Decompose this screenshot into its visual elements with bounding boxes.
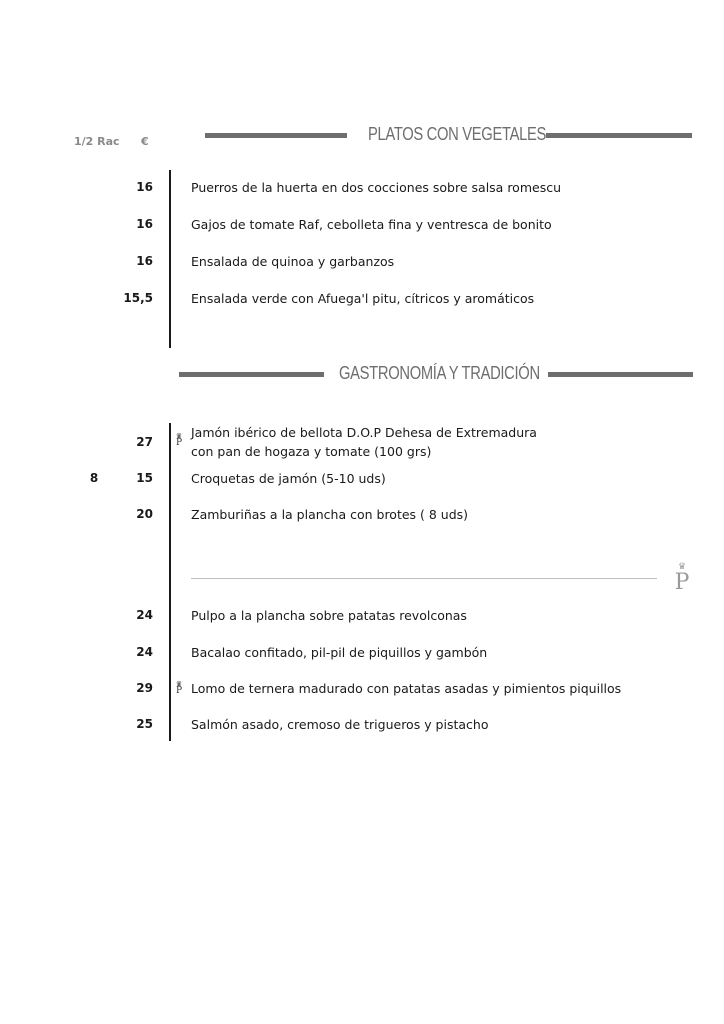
section-bar-left bbox=[205, 133, 347, 138]
item-price: 16 bbox=[136, 254, 153, 268]
item-name: Gajos de tomate Raf, cebolleta fina y ventresca de bonito bbox=[191, 217, 552, 232]
item-price: 24 bbox=[136, 645, 153, 659]
item-price: 27 bbox=[136, 435, 153, 449]
crown-icon: ♛ bbox=[677, 562, 687, 572]
house-mark-letter: P bbox=[175, 438, 183, 448]
half-ration-header: 1/2 Rac bbox=[74, 135, 120, 148]
item-name: Lomo de ternera madurado con patatas asadas y pimientos piquillos bbox=[191, 681, 622, 696]
section-title-vegetales: PLATOS CON VEGETALES bbox=[368, 124, 547, 144]
item-name: Bacalao confitado, pil-pil de piquillos y gambón bbox=[191, 645, 488, 660]
item-name: Salmón asado, cremoso de trigueros y pistacho bbox=[191, 717, 489, 732]
section-bar-right bbox=[548, 372, 693, 377]
item-name: Croquetas de jamón (5-10 uds) bbox=[191, 471, 386, 486]
section-bar-right bbox=[546, 133, 692, 138]
item-name: Pulpo a la plancha sobre patatas revolconas bbox=[191, 608, 467, 623]
item-name-line2: con pan de hogaza y tomate (100 grs) bbox=[191, 444, 432, 459]
item-price: 29 bbox=[136, 681, 153, 695]
currency-header: € bbox=[141, 135, 149, 148]
house-logo bbox=[670, 563, 694, 594]
item-price: 16 bbox=[136, 180, 153, 194]
item-price: 24 bbox=[136, 608, 153, 622]
house-special-mark bbox=[173, 433, 185, 447]
section-title-gastronomia: GASTRONOMÍA Y TRADICIÓN bbox=[339, 363, 540, 383]
item-price: 15 bbox=[136, 471, 153, 485]
section-bar-left bbox=[179, 372, 324, 377]
logo-letter: P bbox=[674, 570, 690, 595]
half-ration-price: 8 bbox=[89, 471, 99, 485]
item-price: 15,5 bbox=[123, 291, 153, 305]
horizontal-divider bbox=[191, 578, 657, 579]
item-price: 20 bbox=[136, 507, 153, 521]
item-name: Puerros de la huerta en dos cocciones sobre salsa romescu bbox=[191, 180, 562, 195]
crown-icon: ♛ bbox=[175, 680, 183, 688]
house-mark-letter: P bbox=[175, 686, 183, 696]
menu-divider-line bbox=[169, 170, 171, 348]
menu-divider-line bbox=[169, 423, 171, 741]
item-name: Ensalada verde con Afuega'l pitu, cítricos y aromáticos bbox=[191, 291, 535, 306]
crown-icon: ♛ bbox=[175, 432, 183, 440]
item-name: Zamburiñas a la plancha con brotes ( 8 uds) bbox=[191, 507, 469, 522]
item-name-line1: Jamón ibérico de bellota D.O.P Dehesa de Extremadura bbox=[191, 425, 537, 440]
item-price: 16 bbox=[136, 217, 153, 231]
item-price: 25 bbox=[136, 717, 153, 731]
item-name: Ensalada de quinoa y garbanzos bbox=[191, 254, 395, 269]
house-special-mark bbox=[173, 681, 185, 695]
